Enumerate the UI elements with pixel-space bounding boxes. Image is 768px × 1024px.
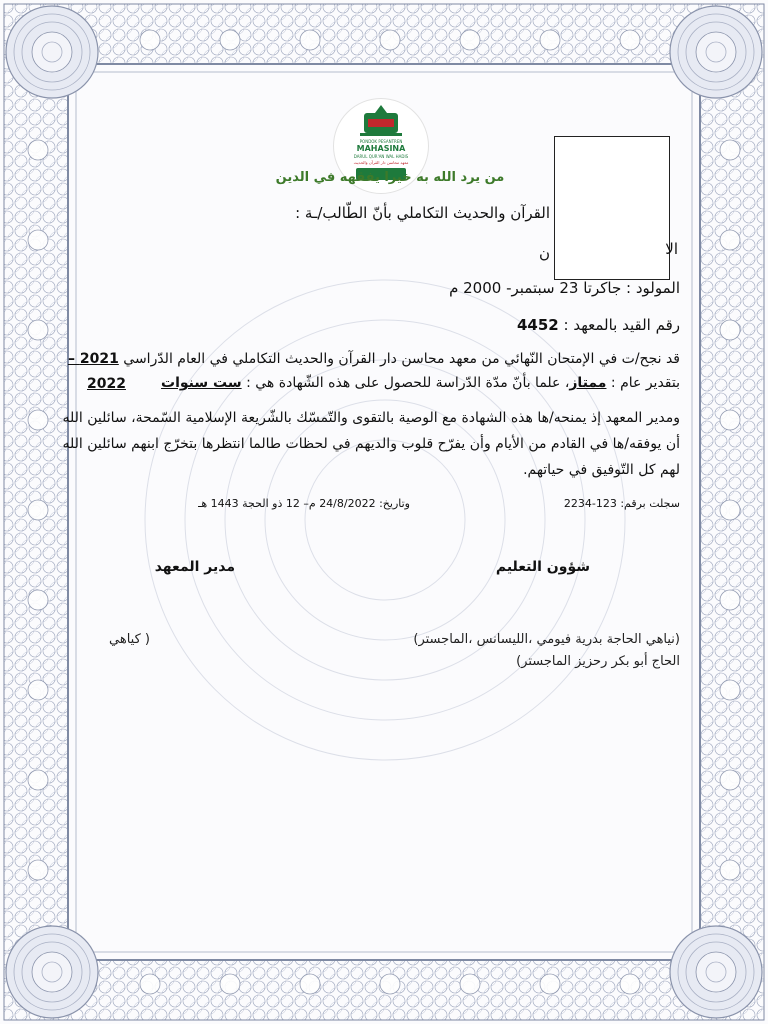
logo-line1: PONDOK PESANTREN bbox=[359, 139, 403, 144]
born-value: جاكرتا 23 سبتمبر- 2000 م bbox=[449, 279, 622, 297]
paragraph2-line2: أن يوفقه/ها في القادم من الأيام وأن يفرّح قلوب والديهم في لحظات طالما انتظرها بتخرّج ابنهم سائلين الله bbox=[62, 436, 680, 452]
paragraph2-line1: ومدير المعهد إذ يمنحه/ها هذه الشهادة مع الوصية بالتقوى والتّمسّك بالشّريعة الإسلامية السّمحة، سائلين الله bbox=[62, 410, 680, 426]
paragraph1-line2 bbox=[100, 375, 680, 391]
issue-date: وتاريخ: 24/8/2022 م– 12 ذو الحجة 1443 هـ bbox=[198, 497, 410, 510]
registration-label: رقم القيد بالمعهد : bbox=[563, 316, 680, 334]
born-line bbox=[420, 279, 680, 297]
duration-value: ست سنوات bbox=[161, 375, 242, 391]
director-name-line1: ( كياهي bbox=[109, 632, 150, 647]
director-name-line2: الحاج أبو بكر رحزيز الماجستر) bbox=[516, 654, 680, 669]
education-affairs-title: شؤون التعليم bbox=[495, 559, 590, 575]
name-line-end: ن bbox=[538, 244, 550, 262]
certify-line: القرآن والحديث التكاملي بأنّ الطّالب/ـة : bbox=[295, 204, 550, 222]
logo-line3: DARUL QUR'AN WAL HADIS bbox=[353, 154, 409, 159]
registry-number: سجلت برقم: 123-2234 bbox=[563, 497, 680, 510]
logo-line4: معهد محاسن دار القرآن والحديث bbox=[353, 160, 409, 165]
duration-label: ، علما بأنّ مدّة الدّراسة للحصول على هذه الشّهادة هي : bbox=[246, 375, 570, 391]
student-photo-frame bbox=[554, 136, 670, 280]
name-line-start: الا bbox=[665, 240, 678, 258]
education-affairs-name: (نياهي الحاجة بدرية فيومي ،الليسانس ،الماجستر) bbox=[413, 632, 680, 647]
logo-line2: MAHASINA bbox=[356, 144, 406, 153]
born-label: المولود : bbox=[626, 279, 680, 297]
grade-value: ممتاز bbox=[569, 375, 607, 391]
registration-number: 4452 bbox=[516, 316, 559, 334]
academic-year-start: 2021 – bbox=[67, 351, 119, 367]
grade-label: بتقدير عام : bbox=[610, 375, 680, 391]
academic-year-end: 2022 bbox=[87, 376, 126, 392]
motto: من يرد الله به خيرا يفقهه في الدين bbox=[275, 170, 505, 185]
paragraph1-line1 bbox=[67, 351, 680, 367]
director-title: مدير المعهد bbox=[154, 559, 235, 575]
paragraph2-line3: لهم كل التّوفيق في حياتهم. bbox=[523, 462, 680, 478]
exam-statement: قد نجح/ت في الإمتحان النّهائي من معهد محاسن دار القرآن والحديث التكاملي في العام الدّراسي bbox=[123, 351, 680, 367]
registration-line bbox=[480, 316, 680, 334]
